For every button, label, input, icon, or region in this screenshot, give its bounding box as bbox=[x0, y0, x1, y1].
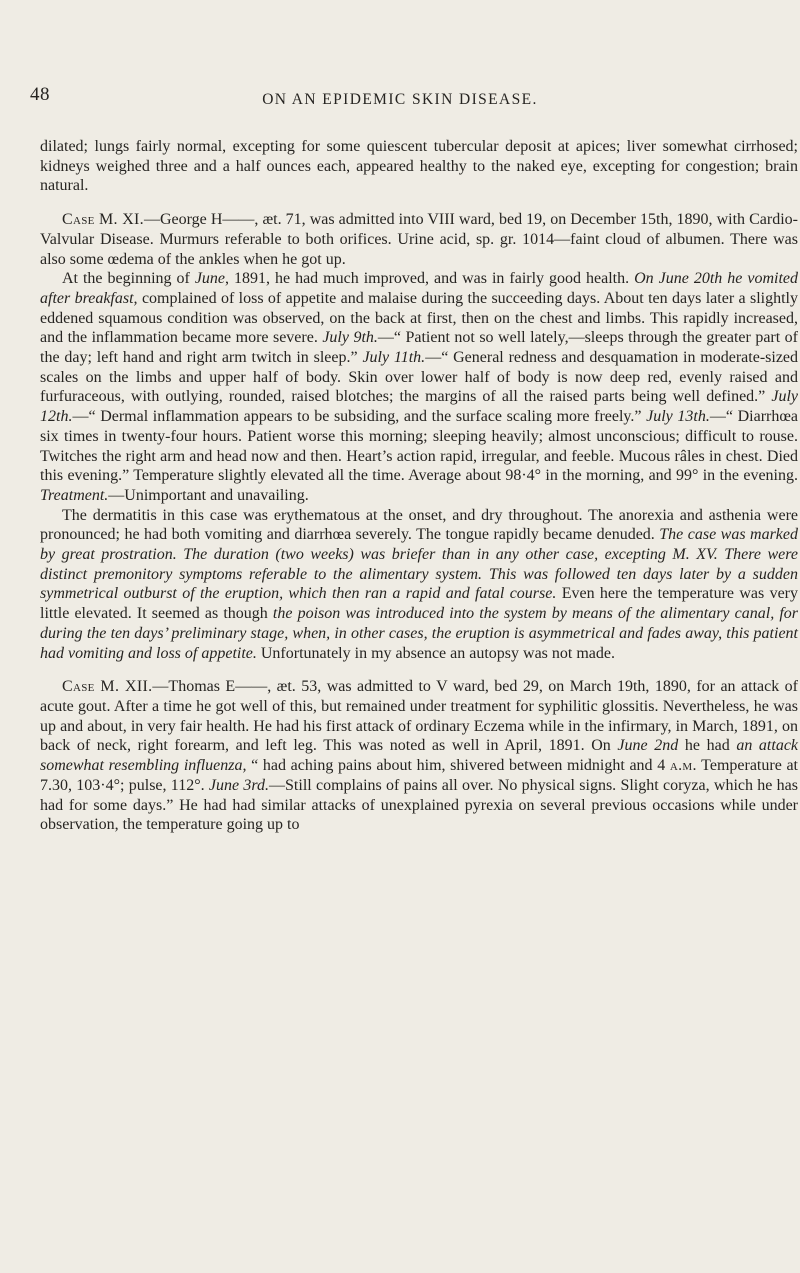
text-run: At the beginning of bbox=[62, 270, 195, 288]
text-run: —“ Patient not so well lately,—sleeps through the greater part of the day; left hand and right arm twitch in sleep.” bbox=[40, 329, 799, 367]
text-run: Temperature at 7.30, 103·4°; pulse, 112°. bbox=[40, 757, 798, 794]
italic-run: the poison was introduced into the system by means of the alimentary canal, for during the ten days’ preliminary stage, when, in other cases, the eruption is asymmetrical and fades away, this patient had vomiting and loss of appetite. bbox=[40, 605, 798, 662]
text-run: Even here the temperature was very little elevated. It seemed as though bbox=[40, 585, 798, 623]
case-heading-xii: Case M. XII. bbox=[62, 678, 153, 696]
text-run: he had bbox=[678, 737, 737, 755]
case-xi-intro-text: —George H——, æt. 71, was admitted into VIII ward, bed 19, on December 15th, 1890, with Cardio-Valvular Disease. Murmurs referable to both orifices. Urine acid, sp. gr. 1014—faint cloud of albumen. There was also some œdema of the ankles when he got up. bbox=[40, 211, 798, 268]
italic-run: July 12th. bbox=[40, 388, 798, 426]
text-run: , 1891, he had much improved, and was in fairly good health. bbox=[225, 270, 635, 288]
text-run: —Still complains of pains all over. No physical signs. Slight coryza, which he has had for some days.” He had had similar attacks of unexplained pyrexia on several previous occasions while under observation, the temperature going up to bbox=[40, 776, 799, 834]
italic-run: July 13th. bbox=[646, 408, 710, 426]
paragraph-case-xi-intro bbox=[40, 210, 798, 269]
text-run: Unfortunately in my absence an autopsy was not made. bbox=[256, 644, 615, 662]
time-abbreviation: a.m. bbox=[669, 757, 697, 775]
italic-run: On June 20th he vomited after breakfast, bbox=[40, 270, 798, 307]
paragraph-case-xi-history bbox=[40, 269, 798, 505]
paragraph-case-xi-discussion bbox=[40, 506, 798, 664]
text-run: The dermatitis in this case was erythematous at the onset, and dry throughout. The anorexia and asthenia were pronounced; he had both vomiting and diarrhœa severely. The tongue rapidly became denuded. bbox=[40, 506, 798, 544]
italic-run: June 3rd. bbox=[208, 776, 270, 794]
paragraph-autopsy-continuation: dilated; lungs fairly normal, excepting for some quiescent tubercular deposit at apices; liver somewhat cirrhosed; kidneys weighed three and a half ounces each, appeared healthy to the naked eye, excepting for congestion; brain natural. bbox=[40, 138, 798, 195]
italic-run: June 2nd bbox=[617, 737, 679, 755]
text-run: “ had aching pains about him, shivered between midnight and 4 bbox=[246, 757, 670, 775]
italic-run: July 11th. bbox=[362, 349, 426, 367]
text-run: —Unimportant and unavailing. bbox=[108, 486, 309, 504]
paragraph-case-xii bbox=[40, 677, 798, 835]
italic-run: Treatment. bbox=[40, 486, 109, 504]
italic-run: June bbox=[194, 270, 226, 288]
page-body bbox=[40, 137, 798, 835]
text-run: —“ General redness and desquamation in moderate-sized scales on the limbs and upper half of body. Skin over lower half of body is now deep red, evenly raised and furfuraceous, with outlying, rounded, raised blotches; the margins of all the raised parts being well defined.” bbox=[40, 349, 799, 406]
text-run: complained of loss of appetite and malaise during the succeeding days. About ten days later a slightly eddened squamous condition was observed, on the back at first, then on the chest and limbs. This rapidly increased, and the inflammation became more severe. bbox=[40, 289, 799, 347]
running-title: ON AN EPIDEMIC SKIN DISEASE. bbox=[262, 91, 538, 108]
text-run: —“ Dermal inflammation appears to be subsiding, and the surface scaling more freely.” bbox=[72, 408, 647, 426]
italic-run: July 9th. bbox=[322, 329, 378, 347]
italic-run: an attack somewhat resembling influenza, bbox=[40, 737, 799, 775]
text-run: —Thomas E——, æt. 53, was admitted to V ward, bed 29, on March 19th, 1890, for an attack of acute gout. After a time he got well of this, but remained under treatment for syphilitic glossitis. Nevertheless, he was up and about, in very fair health. He had his first attack of ordinary Eczema while in the infirmary, in March, 1891, on back of neck, right forearm, and left leg. This was noted as well in April, 1891. On bbox=[40, 678, 799, 755]
italic-run: The case was marked by great prostration. The duration (two weeks) was briefer than in any other case, excepting M. XV. There were distinct premonitory symptoms referable to the alimentary system. This was followed ten days later by a sudden symmetrical outburst of the eruption, which then ran a rapid and fatal course. bbox=[40, 526, 799, 603]
text-run: —“ Diarrhœa six times in twenty-four hours. Patient worse this morning; sleeping heavily; almost unconscious; difficult to rouse. Twitches the right arm and head now and then. Heart’s action rapid, irregular, and feeble. Mucous râles in chest. Died this evening.” Temperature slightly elevated all the time. Average about 98·4° in the morning, and 99° in the evening. bbox=[40, 408, 799, 485]
page-number: 48 bbox=[30, 84, 50, 105]
case-heading-xi: Case M. XI. bbox=[62, 211, 144, 229]
